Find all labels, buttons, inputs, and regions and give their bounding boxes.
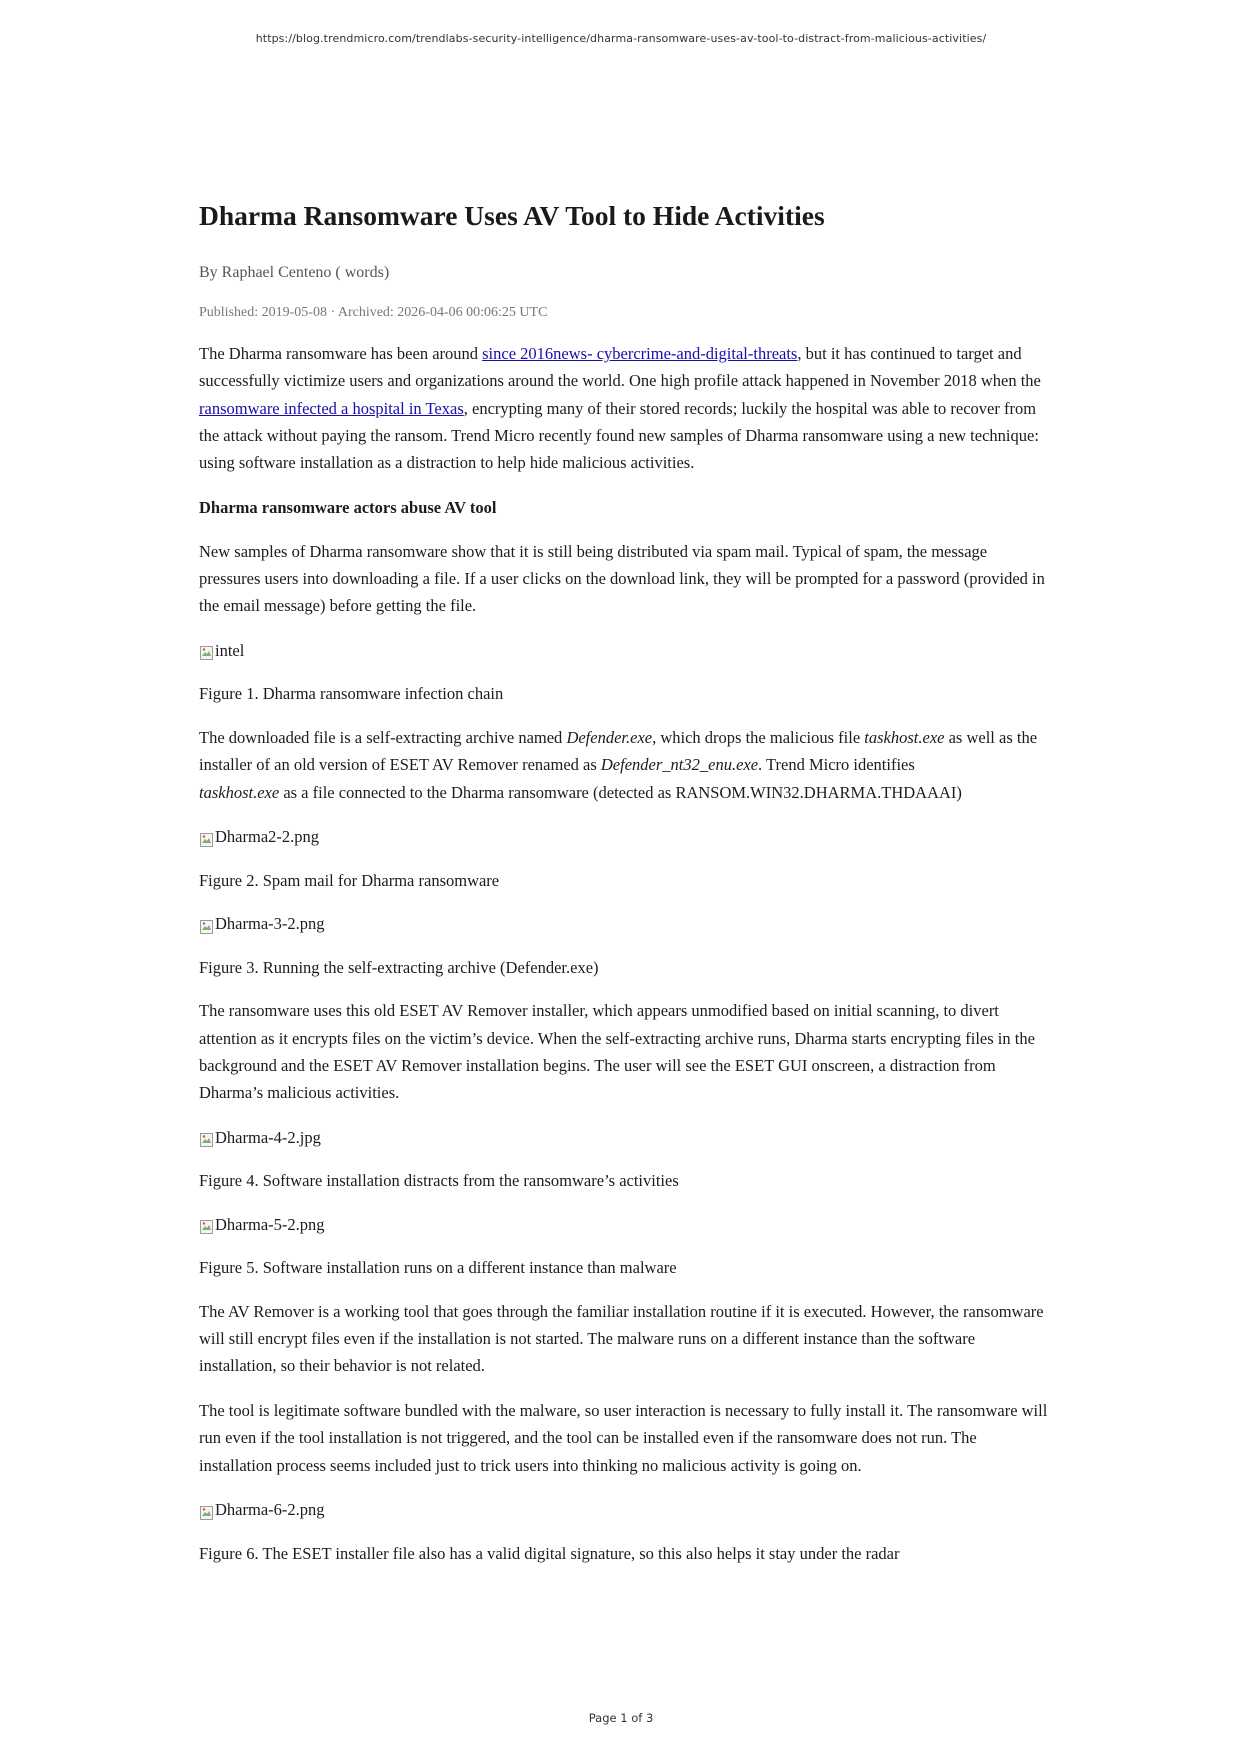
figure-1-caption: Figure 1. Dharma ransomware infection chain	[199, 684, 504, 704]
text: as a file connected to the Dharma ransomware (detected as RANSOM.WIN32.DHARMA.THDAAAI)	[279, 782, 962, 802]
figure-3-alt: Dharma-3-2.png	[215, 914, 325, 934]
paragraph-legitimate-tool: The tool is legitimate software bundled with the malware, so user interaction is necessary to fully install it. The ransomware will run even if the tool installation is not triggered, and the tool can be installed even if the ransomware does not run. The installation process seems included just to trick users into thinking no malicious activity is going on.	[199, 1401, 1048, 1475]
article-title: Dharma Ransomware Uses AV Tool to Hide Activities	[199, 200, 825, 231]
filename: taskhost.exe	[199, 782, 280, 802]
figure-6-image	[199, 1496, 1051, 1523]
article	[199, 196, 1051, 1583]
link-since-2016[interactable]: since 2016news- cybercrime-and-digital-threats	[482, 344, 798, 363]
figure-2-image	[199, 823, 1051, 850]
figure-2-alt: Dharma2-2.png	[215, 827, 320, 847]
paragraph-defender	[199, 724, 1051, 806]
figure-2-caption: Figure 2. Spam mail for Dharma ransomware	[199, 870, 500, 890]
figure-4-alt: Dharma-4-2.jpg	[215, 1127, 321, 1147]
link-hospital-texas[interactable]: ransomware infected a hospital in Texas	[199, 398, 464, 418]
filename: Defender.exe	[566, 727, 653, 747]
figure-4-caption: Figure 4. Software installation distracts from the ransomware’s activities	[199, 1171, 679, 1191]
byline: By Raphael Centeno ( words)	[199, 264, 390, 281]
text: , encrypting many of their stored records; luckily the hospital was able to recover from the attack without paying the ransom. Trend Micro recently found new samples of Dharma ransomware using a new technique: using software installation as a distraction to help hide malicious activities.	[199, 398, 1039, 473]
page-number: Page 1 of 3	[588, 1711, 654, 1725]
filename: taskhost.exe	[864, 727, 945, 747]
broken-image-icon	[199, 829, 215, 845]
figure-3-caption: Figure 3. Running the self-extracting archive (Defender.exe)	[199, 957, 599, 977]
broken-image-icon	[199, 1129, 215, 1145]
figure-6-caption: Figure 6. The ESET installer file also has a valid digital signature, so this also helps it stay under the radar	[199, 1543, 900, 1563]
section-heading: Dharma ransomware actors abuse AV tool	[199, 497, 497, 517]
figure-1-alt: intel	[215, 640, 245, 660]
paragraph-eset-installer: The ransomware uses this old ESET AV Remover installer, which appears unmodified based on initial scanning, to divert attention as it encrypts files on the victim’s device. When the self-extracting archive runs, Dharma starts encrypting files in the background and the ESET AV Remover installation begins. The user will see the ESET GUI onscreen, a distraction from Dharma’s malicious activities.	[199, 1001, 1035, 1103]
text: The Dharma ransomware has been around	[199, 344, 483, 363]
paragraph-av-remover: The AV Remover is a working tool that goes through the familiar installation routine if it is executed. However, the ransomware will still encrypt files even if the installation is not started. The malware runs on a different instance than the software installation, so their behavior is not related.	[199, 1301, 1044, 1376]
filename: Defender_nt32_enu.exe	[600, 755, 759, 775]
broken-image-icon	[199, 916, 215, 932]
figure-3-image	[199, 910, 1051, 937]
page-url: https://blog.trendmicro.com/trendlabs-security-intelligence/dharma-ransomware-uses-av-tool-to-distract-from-malicious-activities/	[255, 32, 987, 45]
text: . Trend Micro identifies	[758, 755, 915, 775]
figure-5-alt: Dharma-5-2.png	[215, 1214, 325, 1234]
paragraph-intro	[199, 340, 1051, 476]
text: , which drops the malicious file	[652, 727, 865, 747]
text: as well as the installer of an old version of ESET AV Remover renamed as	[199, 727, 1038, 775]
publish-meta: Published: 2019-05-08 · Archived: 2026-04-06 00:06:25 UTC	[199, 305, 548, 320]
paragraph-spam: New samples of Dharma ransomware show that it is still being distributed via spam mail. Typical of spam, the message pressures users into downloading a file. If a user clicks on the download link, they will be prompted for a password (provided in the email message) before getting the file.	[199, 541, 1045, 616]
figure-6-alt: Dharma-6-2.png	[215, 1500, 325, 1520]
figure-4-image	[199, 1124, 1051, 1151]
figure-5-image	[199, 1211, 1051, 1238]
broken-image-icon	[199, 1216, 215, 1232]
text: The downloaded file is a self-extracting archive named	[199, 727, 567, 747]
figure-5-caption: Figure 5. Software installation runs on a different instance than malware	[199, 1258, 677, 1278]
text: , but it has continued to target and successfully victimize users and organizations around the world. One high profile attack happened in November 2018 when the	[199, 344, 1041, 391]
broken-image-icon	[199, 1502, 215, 1518]
figure-1-image	[199, 637, 1051, 664]
broken-image-icon	[199, 642, 215, 658]
